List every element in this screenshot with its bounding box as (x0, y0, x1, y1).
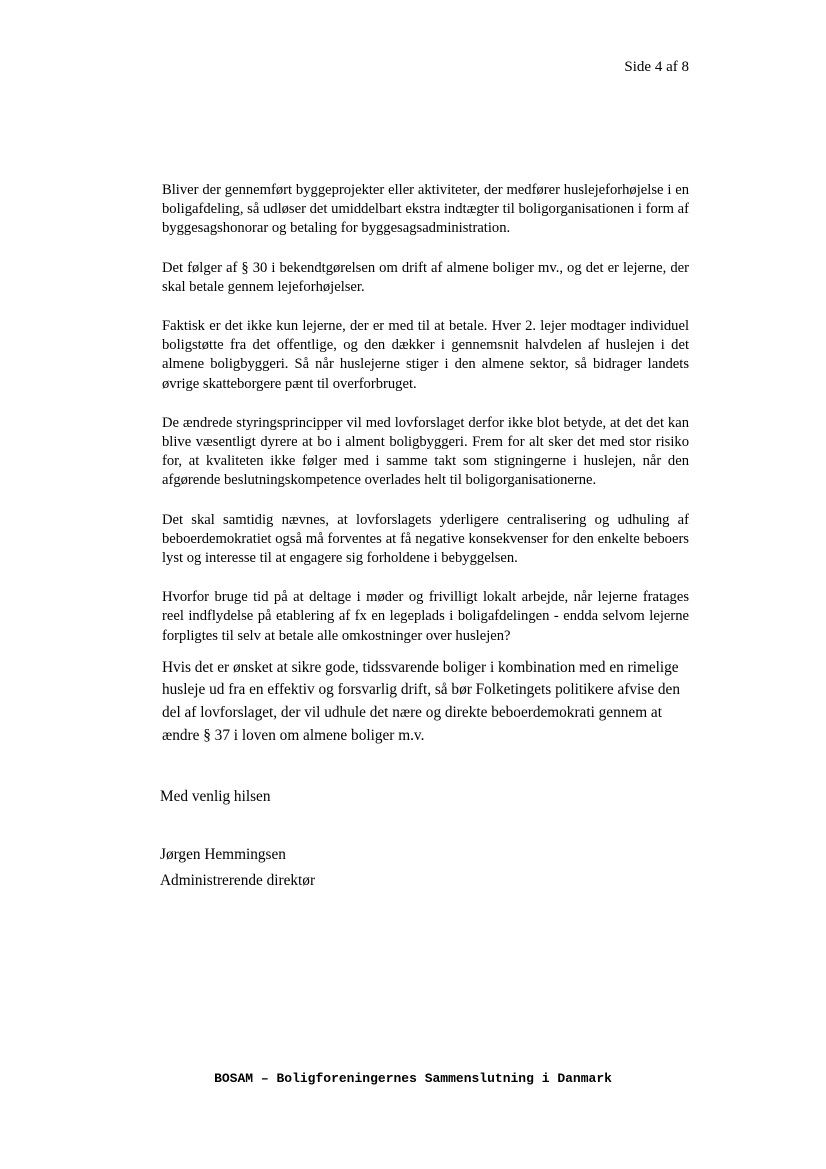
paragraph-construction-projects: Bliver der gennemført byggeprojekter eller aktiviteter, der medfører huslejeforhøjelse i en boligafdeling, så udløser det umiddelbart ekstra indtægter til boligorganisationen i form af byggesagshonorar og betaling for byggesagsadministration. (162, 182, 689, 237)
letter-body (162, 181, 689, 747)
paragraph-local-engagement: Hvorfor bruge tid på at deltage i møder og frivilligt lokalt arbejde, når lejerne fratages reel indflydelse på etablering af fx en legeplads i boligafdelingen - endda selvom lejerne forpligtes til selv at betale alle omkostninger over huslejen? (162, 589, 689, 644)
signer-title: Administrerende direktør (160, 872, 316, 889)
closing-greeting: Med venlig hilsen (160, 788, 271, 805)
paragraph-governance-principles: De ændrede styringsprincipper vil med lovforslaget derfor ikke blot betyde, at det det kan blive væsentligt dyrere at bo i alment boligbyggeri. Frem for alt sker det med stor risiko for, at kvaliteten ikke følger med i samme takt som stigningerne i huslejen, når den afgørende beslutningskompetence overlades helt til boligorganisationerne. (162, 414, 689, 489)
paragraph-housing-support: Faktisk er det ikke kun lejerne, der er med til at betale. Hver 2. lejer modtager individuel boligstøtte fra det offentlige, og den dækker i gennemsnit halvdelen af huslejen i det almene boligbyggeri. Så når huslejerne stiger i den almene sektor, så bidrager landets øvrige skatteborgere pænt til overforbruget. (162, 318, 689, 392)
paragraph-conclusion: Hvis det er ønsket at sikre gode, tidssvarende boliger i kombination med en rimelige husleje ud fra en effektiv og forsvarlig drift, så bør Folketingets politikere afvise den del af lovforslaget, der vil udhule det nære og direkte beboerdemokrati gennem at ændre § 37 i loven om almene boliger m.v. (162, 658, 680, 744)
paragraph-centralisation: Det skal samtidig nævnes, at lovforslagets yderligere centralisering og udhuling af beboerdemokratiet også må forventes at få negative konsekvenser for den enkelte beboers lyst og interesse til at engagere sig forholdene i bebyggelsen. (162, 511, 689, 567)
footer-organization: BOSAM – Boligforeningernes Sammenslutning i Danmark (214, 1071, 612, 1086)
signer-name: Jørgen Hemmingsen (160, 846, 286, 863)
page-number: Side 4 af 8 (624, 59, 689, 75)
paragraph-executive-order: Det følger af § 30 i bekendtgørelsen om drift af almene boliger mv., og det er lejerne, der skal betale gennem lejeforhøjelser. (162, 259, 689, 295)
